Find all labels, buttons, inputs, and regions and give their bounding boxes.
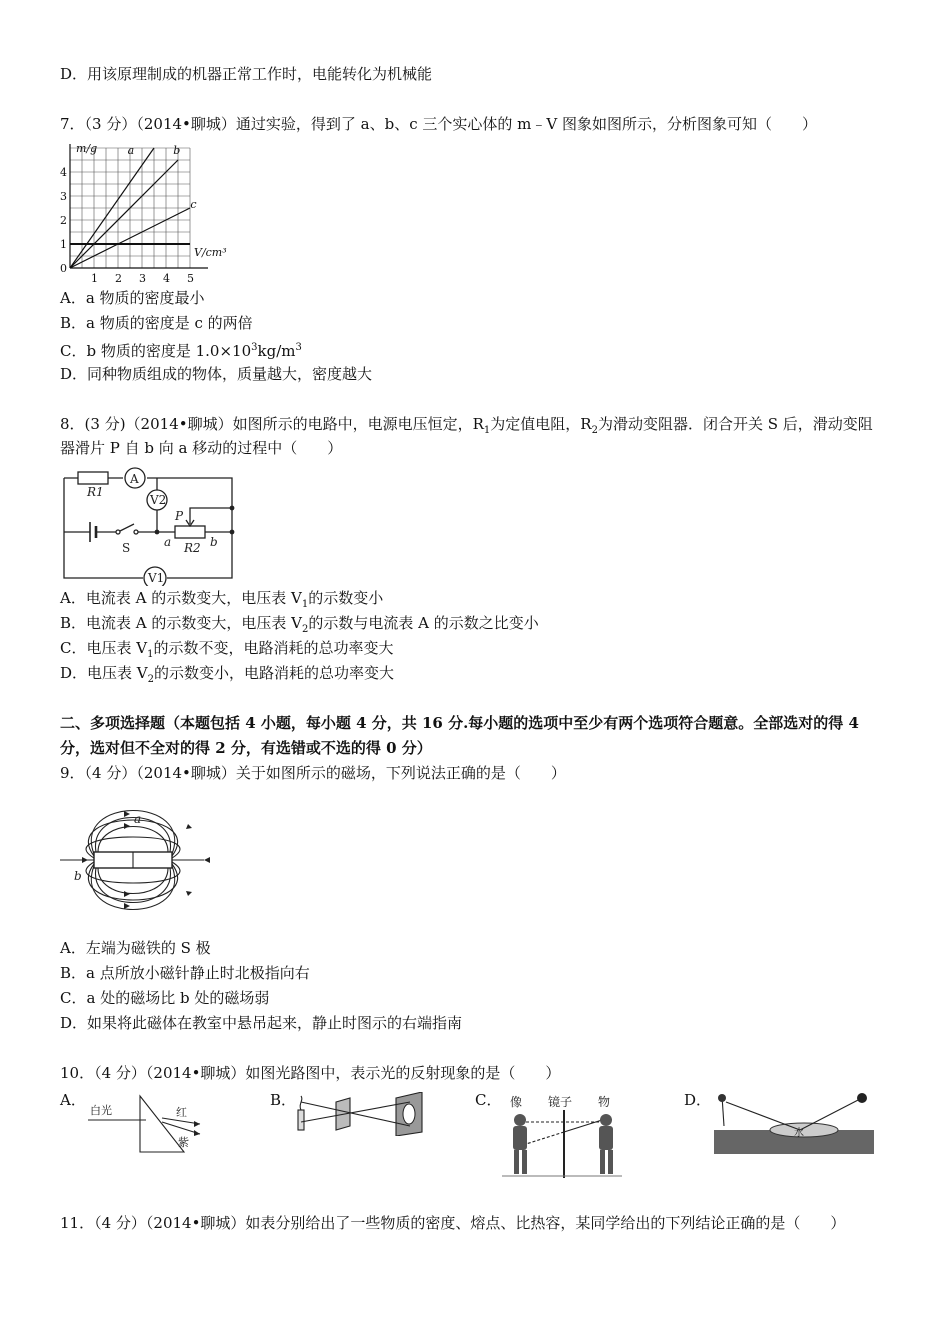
q7-option-c: C．b 物质的密度是 $1.0\times 10^3kg/m^3$: [60, 342, 302, 360]
purple-label: 紫: [178, 1136, 189, 1149]
object-label: 物: [598, 1095, 611, 1109]
q10-label-a: A．: [60, 1091, 86, 1109]
q10-prism-dispersion-figure: [88, 1092, 208, 1156]
q8-circuit-diagram: [60, 462, 240, 586]
x-axis-label: V/cm³: [194, 246, 227, 259]
x-tick-label: 2: [115, 272, 122, 285]
q10-label-b: B．: [270, 1091, 297, 1109]
q10-pinhole-figure: [292, 1092, 442, 1136]
point-a-label: a: [134, 812, 142, 826]
image-label: 像: [510, 1095, 523, 1109]
y-tick-label: 4: [60, 166, 67, 179]
y-tick-label: 2: [60, 214, 67, 227]
x-tick-label: 3: [139, 272, 146, 285]
section2-heading-line1: 二、多项选择题（本题包括 4 小题，每小题 4 分，共 16 分.每小题的选项中至少有两个选项符合题意。全部选对的得 4: [60, 714, 859, 732]
y-tick-label: 1: [60, 238, 67, 251]
q8-option-d: D．电压表 $V_2$的示数变小，电路消耗的总功率变大: [60, 664, 395, 685]
q9-option-b: B．a 点所放小磁针静止时北极指向右: [60, 964, 310, 982]
ammeter-label: A: [130, 472, 139, 486]
end-a-label: a: [164, 535, 172, 549]
q8-option-a: A．电流表 A 的示数变大，电压表 $V_1$的示数变小: [60, 589, 384, 610]
x-tick-label: 4: [163, 272, 170, 285]
mirror-label: 镜子: [548, 1095, 573, 1109]
v1-label: V1: [148, 571, 165, 585]
q9-option-a: A．左端为磁铁的 S 极: [60, 939, 211, 957]
switch-s-label: S: [122, 541, 131, 555]
q9-option-d: D．如果将此磁体在教室中悬吊起来，静止时图示的右端指南: [60, 1014, 463, 1032]
q8-stem-line1: 8．(3 分)（2014•聊城）如图所示的电路中，电源电压恒定，$R_1$为定值电阻，$R_2$为滑动变阻器．闭合开关 S 后，滑动变阻: [60, 415, 873, 436]
q8-option-c: C．电压表 $V_1$的示数不变，电路消耗的总功率变大: [60, 639, 394, 660]
q10-label-d: D．: [684, 1091, 712, 1109]
water-label: 水: [794, 1128, 804, 1139]
series-line-b: [70, 160, 178, 268]
v2-label: V2: [150, 493, 167, 507]
y-axis-label: m/g: [76, 142, 98, 155]
q7-stem: 7．（3 分）（2014•聊城）通过实验，得到了 a、b、c 三个实心体的 m﹣V 图象如图所示，分析图象可知（ ）: [60, 115, 817, 133]
series-label-b: b: [173, 144, 181, 157]
r1-label: R1: [87, 485, 104, 499]
r2-label: R2: [184, 541, 201, 555]
red-label: 红: [176, 1106, 187, 1119]
q10-label-c: C．: [475, 1091, 502, 1109]
q7-option-b: B．a 物质的密度是 c 的两倍: [60, 314, 253, 332]
section2-heading-line2: 分，选对但不全对的得 2 分，有选错或不选的得 0 分）: [60, 739, 432, 757]
slider-p-label: P: [175, 509, 184, 523]
series-label-a: a: [127, 144, 135, 157]
end-b-label: b: [210, 535, 218, 549]
origin-label: 0: [60, 262, 67, 275]
q8-option-b: B．电流表 A 的示数变大，电压表 $V_2$的示数与电流表 A 的示数之比变小: [60, 614, 539, 635]
q9-magnet-field-diagram: [58, 796, 218, 930]
white-light-label: 白光: [90, 1104, 112, 1117]
x-tick-label: 5: [187, 272, 194, 285]
q7-mv-chart: [60, 140, 235, 288]
x-tick-label: 1: [91, 272, 98, 285]
series-label-c: c: [190, 198, 197, 211]
q7-option-a: A．a 物质的密度最小: [60, 289, 205, 307]
q9-stem: 9．（4 分）（2014•聊城）关于如图所示的磁场，下列说法正确的是（ ）: [60, 764, 566, 782]
q7-option-d: D．同种物质组成的物体，质量越大，密度越大: [60, 365, 373, 383]
q9-option-c: C．a 处的磁场比 b 处的磁场弱: [60, 989, 270, 1007]
point-b-label: b: [74, 869, 82, 883]
q10-stem: 10．（4 分）（2014•聊城）如图光路图中，表示光的反射现象的是（ ）: [60, 1064, 561, 1082]
q10-plane-mirror-figure: [502, 1092, 622, 1180]
q8-stem-line2: 器滑片 P 自 b 向 a 移动的过程中（ ）: [60, 439, 343, 457]
y-tick-label: 3: [60, 190, 67, 203]
q6-option-d: D．用该原理制成的机器正常工作时，电能转化为机械能: [60, 65, 433, 83]
chart-axes: [70, 144, 208, 268]
q10-water-reflection-figure: [714, 1092, 874, 1154]
q11-stem: 11．（4 分）（2014•聊城）如表分别给出了一些物质的密度、熔点、比热容，某同学给出的下列结论正确的是（ ）: [60, 1214, 846, 1232]
